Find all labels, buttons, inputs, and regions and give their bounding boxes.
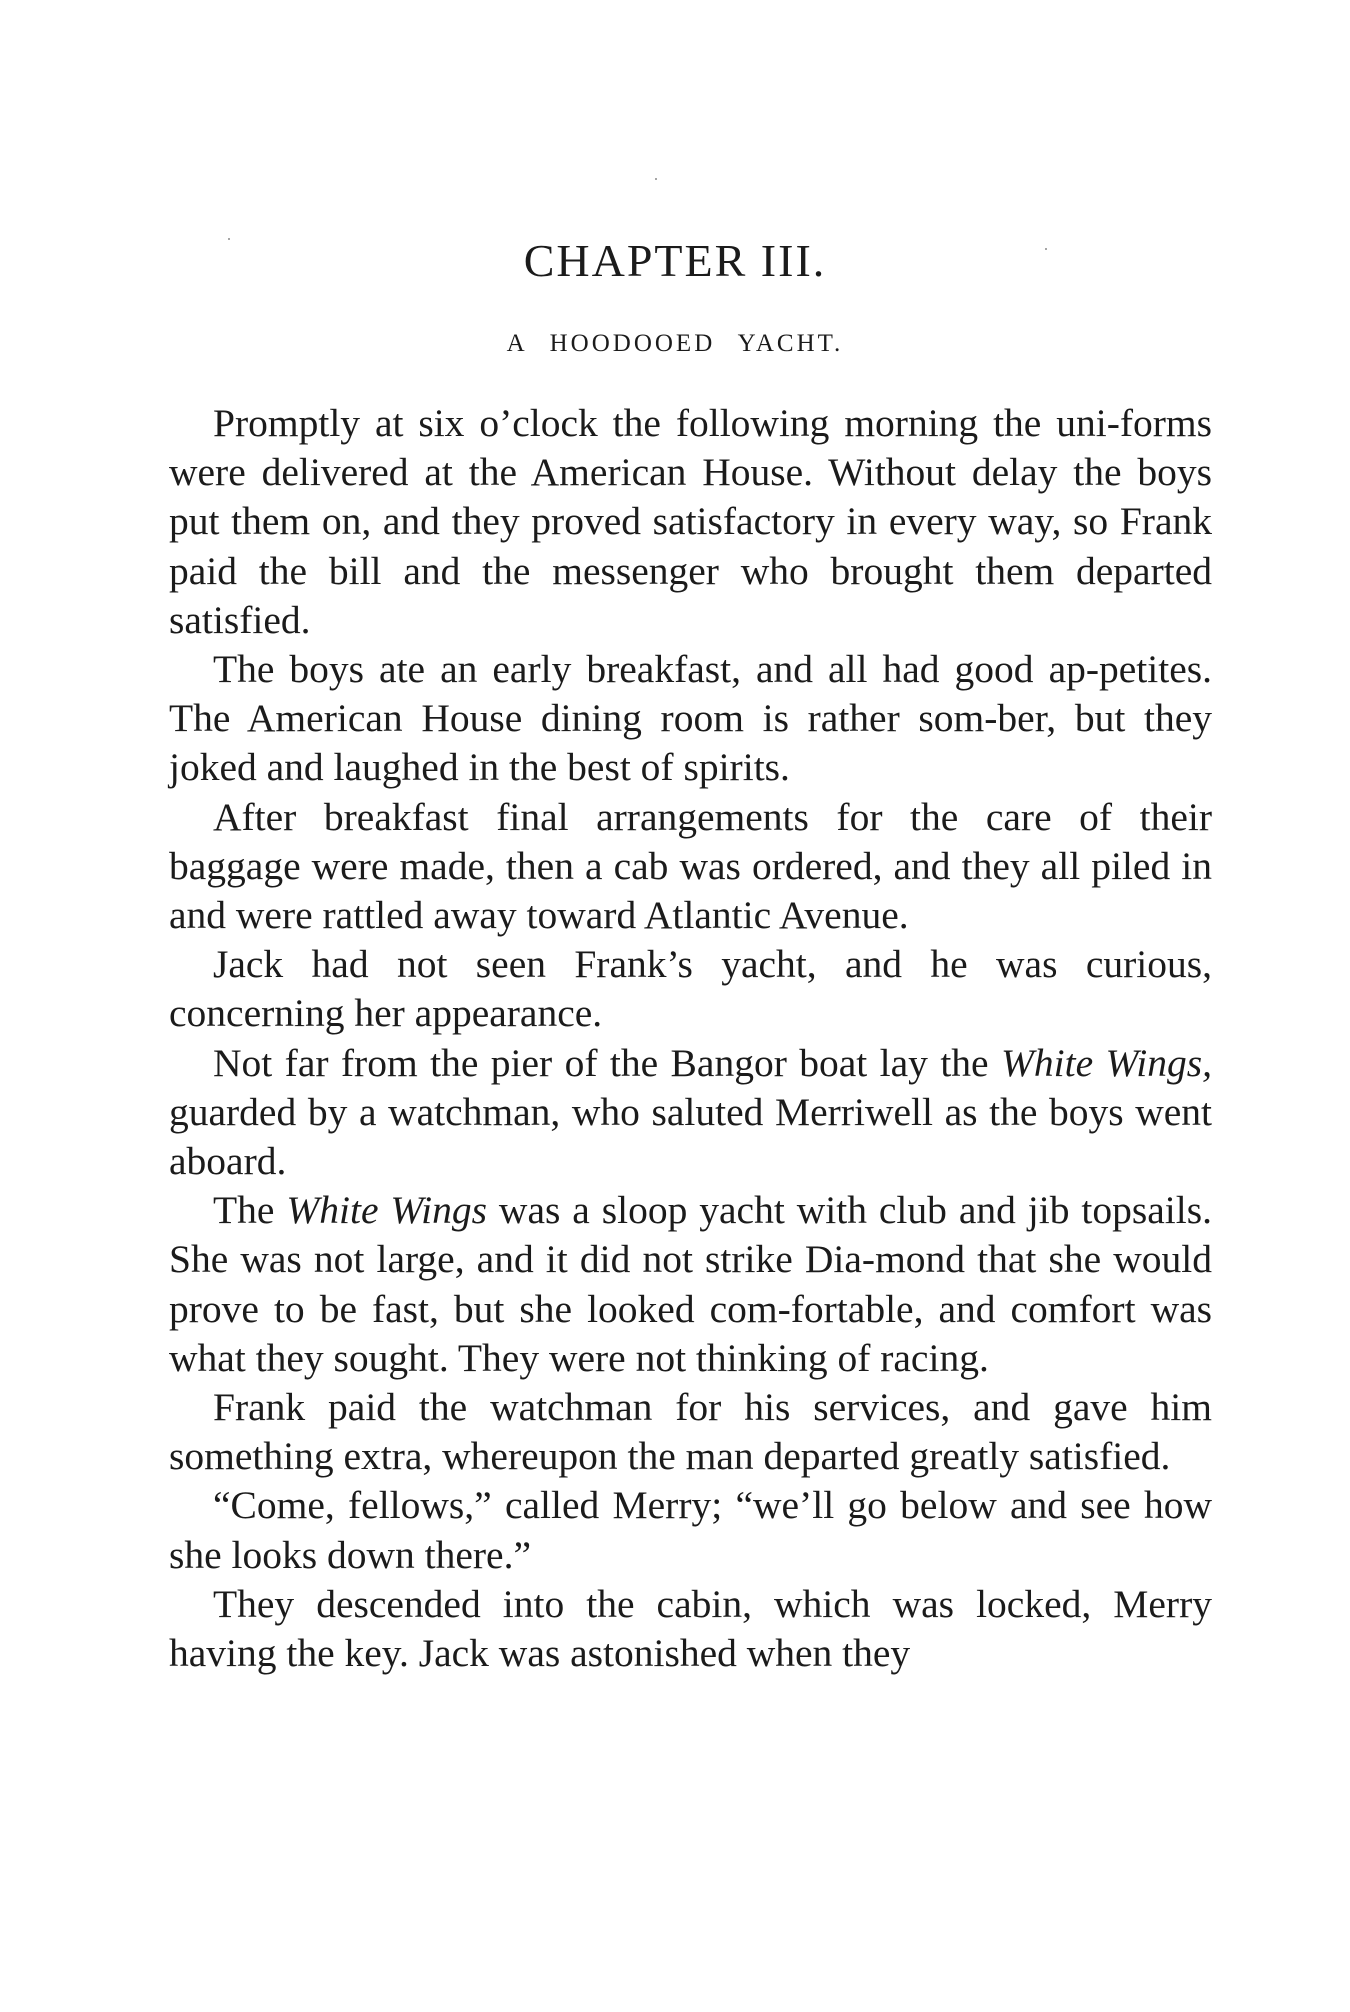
paragraph-text: Promptly at six o’clock the following morning the uni-forms were delivered at the American House. Without delay the boys put them on, and they proved satisfactory in every way, so Frank paid the bill and the messenger who brought them departed satisfied. — [169, 401, 1212, 642]
body-paragraph — [169, 1481, 1212, 1579]
body-paragraph — [169, 1580, 1212, 1678]
italic-ship-name: White Wings — [286, 1188, 487, 1233]
body-paragraph — [169, 1039, 1212, 1187]
chapter-body-text — [169, 399, 1212, 1678]
italic-ship-name: White Wings, — [1001, 1040, 1212, 1085]
chapter-heading: CHAPTER III. — [523, 235, 827, 286]
paragraph-text: was a sloop yacht with club and jib topsails. She was not large, and it did not strike Dia-mond that she would prove to be fast, but she looked com-fortable, and comfort was what they sought. They were not thinking of racing. — [169, 1188, 1212, 1380]
paragraph-text: The — [213, 1188, 287, 1233]
paragraph-text: guarded by a watchman, who saluted Merriwell as the boys went aboard. — [169, 1089, 1212, 1184]
paragraph-text: Not far from the pier of the Bangor boat lay the — [213, 1040, 1001, 1085]
body-paragraph — [169, 1186, 1212, 1383]
paragraph-text: Jack had not seen Frank’s yacht, and he was curious, concerning her appearance. — [169, 942, 1212, 1036]
body-paragraph — [169, 645, 1212, 793]
scan-speck — [655, 178, 657, 180]
chapter-subtitle: A HOODOOED YACHT. — [506, 330, 844, 357]
paragraph-text: Frank paid the watchman for his services, and gave him something extra, whereupon the man departed greatly satisfied. — [169, 1385, 1212, 1479]
body-paragraph — [169, 793, 1212, 941]
body-paragraph — [169, 399, 1212, 645]
paragraph-text: The boys ate an early breakfast, and all had good ap-petites. The American House dining room is rather som-ber, but they joked and laughed in the best of spirits. — [169, 647, 1212, 790]
body-paragraph — [169, 1383, 1212, 1481]
paragraph-text: “Come, fellows,” called Merry; “we’ll go below and see how she looks down there.” — [169, 1483, 1212, 1577]
paragraph-text: They descended into the cabin, which was locked, Merry having the key. Jack was astonished when they — [169, 1581, 1212, 1676]
body-paragraph — [169, 940, 1212, 1038]
paragraph-text: After breakfast final arrangements for the care of their baggage were made, then a cab was ordered, and they all piled in and were rattled away toward Atlantic Avenue. — [169, 794, 1212, 938]
